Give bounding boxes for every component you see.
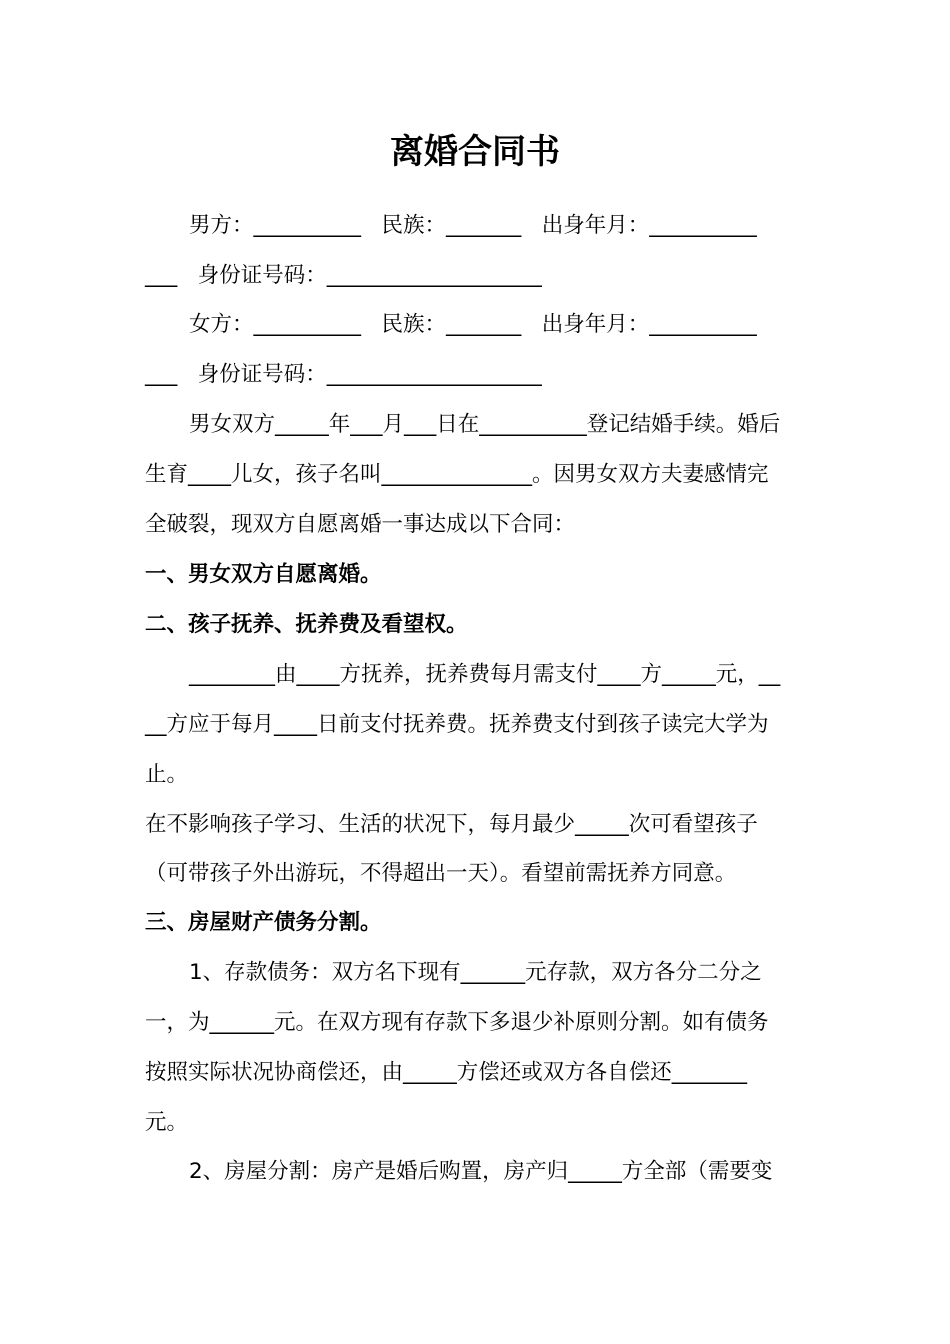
- visitation-line: （可带孩子外出游玩，不得超出一天）。看望前需抚养方同意。: [145, 861, 737, 886]
- preamble-line: 生育____儿女，孩子名叫______________。因男女双方夫妻感情完: [145, 462, 769, 487]
- male-id-line: ___ 身份证号码：____________________: [145, 263, 542, 288]
- page-title: 离婚合同书: [390, 132, 560, 172]
- property-line: 2、房屋分割：房产是婚后购置，房产归_____方全部（需要变: [189, 1159, 773, 1184]
- preamble-line: 全破裂，现双方自愿离婚一事达成以下合同：: [145, 512, 576, 537]
- savings-debt-line: 元。: [145, 1110, 189, 1135]
- preamble-line: 男女双方_____年___月___日在__________登记结婚手续。婚后: [189, 412, 781, 437]
- section-heading-1: 一、男女双方自愿离婚。: [145, 562, 382, 587]
- section-heading-3: 三、房屋财产债务分割。: [145, 910, 382, 935]
- custody-line: 止。: [145, 762, 189, 787]
- custody-line: ________由____方抚养，抚养费每月需支付____方_____元，__: [189, 662, 781, 687]
- custody-line: __方应于每月____日前支付抚养费。抚养费支付到孩子读完大学为: [145, 712, 769, 737]
- savings-debt-line: 按照实际状况协商偿还，由_____方偿还或双方各自偿还_______: [145, 1060, 748, 1085]
- savings-debt-line: 1、存款债务：双方名下现有______元存款，双方各分二分之: [189, 960, 762, 985]
- female-id-line: ___ 身份证号码：____________________: [145, 362, 542, 387]
- visitation-line: 在不影响孩子学习、生活的状况下，每月最少_____次可看望孩子: [145, 812, 758, 837]
- section-heading-2: 二、孩子抚养、抚养费及看望权。: [145, 612, 468, 637]
- female-party-line: 女方：__________ 民族：_______ 出身年月：__________: [189, 312, 757, 337]
- male-party-line: 男方：__________ 民族：_______ 出身年月：__________: [189, 213, 757, 238]
- savings-debt-line: 一，为______元。在双方现有存款下多退少补原则分割。如有债务: [145, 1010, 769, 1035]
